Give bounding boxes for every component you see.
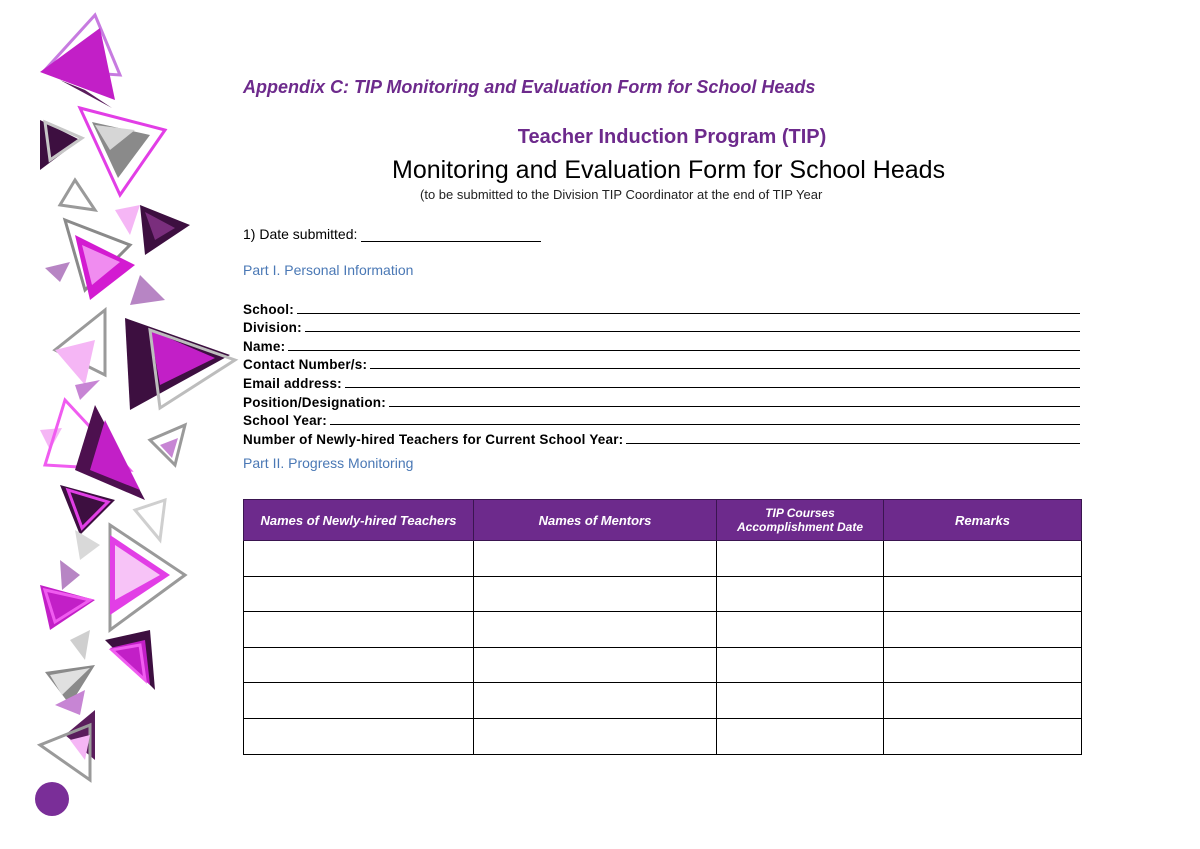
date-submitted-row (243, 226, 541, 242)
contact-number-field-row (243, 354, 1080, 373)
newly-hired-count-label: Number of Newly-hired Teachers for Current School Year: (243, 431, 624, 447)
position-field[interactable] (389, 405, 1080, 407)
form-title: Monitoring and Evaluation Form for School Heads (392, 156, 946, 184)
contact-number-field[interactable] (370, 367, 1080, 369)
remarks-cell[interactable] (884, 612, 1082, 648)
table-row (244, 647, 1082, 683)
personal-info-fields (243, 298, 1080, 447)
mentor-cell[interactable] (474, 541, 717, 577)
division-field-row (243, 317, 1080, 336)
accomplishment-date-cell[interactable] (717, 612, 884, 648)
email-field[interactable] (345, 386, 1080, 388)
teacher-cell[interactable] (244, 683, 474, 719)
newly-hired-count-field[interactable] (626, 442, 1080, 444)
school-field[interactable] (297, 312, 1080, 314)
accomplishment-date-cell[interactable] (717, 541, 884, 577)
mentor-cell[interactable] (474, 576, 717, 612)
date-submitted-field[interactable] (361, 229, 541, 242)
table-row (244, 683, 1082, 719)
appendix-title: Appendix C: TIP Monitoring and Evaluation Form for School Heads (243, 77, 816, 97)
accomplishment-date-cell[interactable] (717, 576, 884, 612)
table-row (244, 576, 1082, 612)
table-row (244, 718, 1082, 754)
accomplishment-date-cell[interactable] (717, 683, 884, 719)
program-title: Teacher Induction Program (TIP) (517, 126, 827, 148)
division-label: Division: (243, 320, 302, 336)
header-newly-hired-teachers: Names of Newly-hired Teachers (244, 500, 474, 541)
division-field[interactable] (305, 330, 1080, 332)
remarks-cell[interactable] (884, 683, 1082, 719)
teacher-cell[interactable] (244, 541, 474, 577)
school-field-row (243, 298, 1080, 317)
name-label: Name: (243, 338, 286, 354)
submission-instruction: (to be submitted to the Division TIP Coordinator at the end of TIP Year (420, 187, 823, 202)
position-field-row (243, 391, 1080, 410)
teacher-cell[interactable] (244, 576, 474, 612)
mentor-cell[interactable] (474, 647, 717, 683)
header-mentors: Names of Mentors (474, 500, 717, 541)
header-tip-courses-line1: TIP Courses (765, 506, 835, 520)
position-label: Position/Designation: (243, 394, 386, 410)
progress-monitoring-table (243, 499, 1082, 755)
email-field-row (243, 372, 1080, 391)
teacher-cell[interactable] (244, 647, 474, 683)
teacher-cell[interactable] (244, 612, 474, 648)
table-row (244, 541, 1082, 577)
school-year-label: School Year: (243, 413, 327, 429)
header-remarks: Remarks (884, 500, 1082, 541)
accomplishment-date-cell[interactable] (717, 718, 884, 754)
decorative-triangle-border (0, 0, 240, 849)
email-label: Email address: (243, 375, 342, 391)
remarks-cell[interactable] (884, 718, 1082, 754)
part2-heading: Part II. Progress Monitoring (243, 455, 414, 471)
remarks-cell[interactable] (884, 647, 1082, 683)
school-label: School: (243, 301, 294, 317)
newly-hired-count-field-row (243, 428, 1080, 447)
school-year-field[interactable] (330, 423, 1080, 425)
remarks-cell[interactable] (884, 576, 1082, 612)
header-tip-courses (717, 500, 884, 541)
table-row (244, 612, 1082, 648)
date-submitted-label: 1) Date submitted: (243, 226, 358, 242)
mentor-cell[interactable] (474, 718, 717, 754)
name-field-row (243, 335, 1080, 354)
remarks-cell[interactable] (884, 541, 1082, 577)
accomplishment-date-cell[interactable] (717, 647, 884, 683)
school-year-field-row (243, 410, 1080, 429)
mentor-cell[interactable] (474, 683, 717, 719)
name-field[interactable] (288, 349, 1080, 351)
teacher-cell[interactable] (244, 718, 474, 754)
header-tip-courses-line2: Accomplishment Date (736, 520, 864, 534)
part1-heading: Part I. Personal Information (243, 262, 414, 278)
table-header-row (244, 500, 1082, 541)
mentor-cell[interactable] (474, 612, 717, 648)
contact-number-label: Contact Number/s: (243, 357, 368, 373)
